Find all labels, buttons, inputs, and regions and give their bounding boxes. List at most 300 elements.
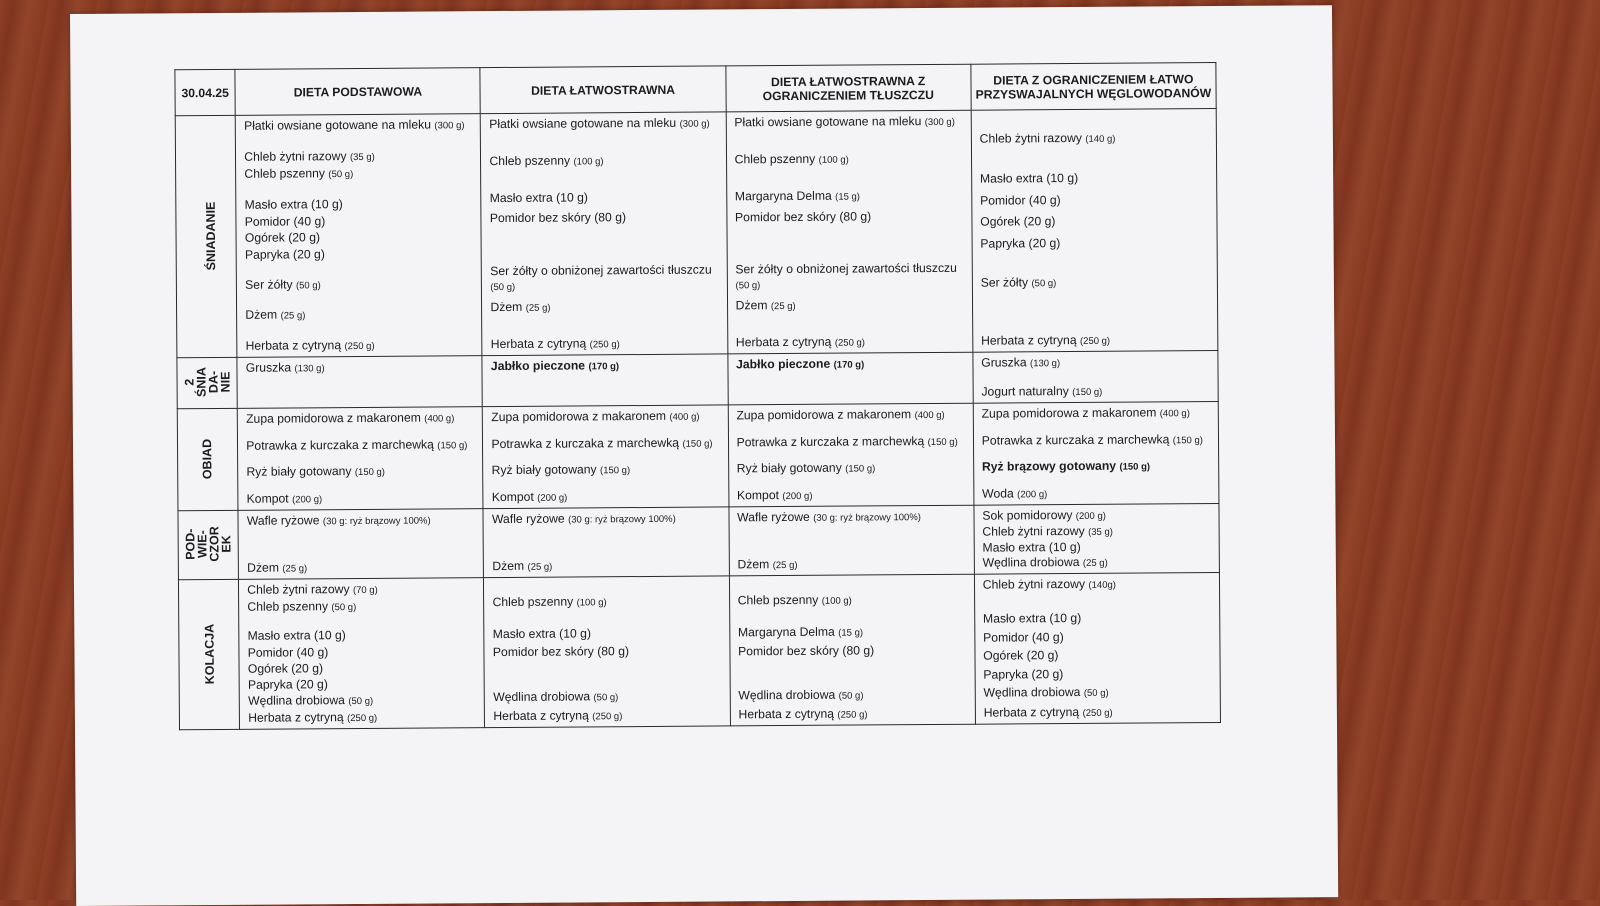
item-quantity: (35 g) — [349, 151, 375, 163]
menu-item — [980, 170, 1210, 187]
item-name: Dżem — [735, 298, 768, 313]
item-quantity: (250 g) — [837, 709, 868, 721]
meal-label-cell — [177, 408, 238, 510]
item-quantity: (150 g) — [1072, 386, 1103, 399]
item-quantity: (50 g) — [295, 280, 321, 292]
menu-items — [736, 407, 967, 505]
menu-items — [979, 112, 1211, 350]
item-quantity: (25 g) — [280, 310, 306, 322]
menu-item — [490, 210, 720, 227]
menu-items — [489, 115, 721, 353]
spacer — [490, 230, 720, 243]
item-name: Gruszka — [981, 355, 1027, 370]
item-quantity: (300 g) — [434, 120, 465, 132]
item-name: Masło extra (10 g) — [982, 611, 1082, 626]
item-quantity: (170 g) — [588, 361, 620, 373]
menu-item — [491, 435, 721, 453]
item-name: Wafle ryżowe — [737, 509, 810, 525]
menu-cell — [484, 576, 730, 728]
spacer — [738, 610, 968, 623]
menu-item — [737, 487, 967, 505]
menu-cell — [728, 403, 974, 507]
menu-item — [982, 539, 1212, 556]
item-quantity: (200 g) — [537, 492, 568, 504]
item-name: Chleb pszenny — [734, 151, 816, 167]
spacer — [979, 112, 1209, 125]
item-quantity: (50 g) — [593, 692, 619, 704]
menu-items — [246, 359, 476, 406]
menu-item — [247, 559, 477, 577]
meal-label-cell — [175, 115, 237, 357]
menu-items — [981, 354, 1212, 401]
menu-item — [734, 114, 964, 132]
menu-item — [245, 230, 475, 247]
menu-item — [735, 151, 965, 169]
item-quantity: (300 g) — [679, 118, 710, 130]
menu-item — [737, 556, 967, 574]
item-quantity: (50 g) — [1083, 688, 1109, 700]
diet-header: DIETA ŁATWOSTRAWNA Z OGRANICZENIEM TŁUSZCZU — [725, 64, 970, 112]
item-name: Herbata z cytryną — [493, 708, 589, 724]
menu-item — [492, 557, 722, 575]
item-name: Kompot — [491, 489, 534, 505]
menu-item — [492, 510, 722, 528]
meal-label-cell — [178, 579, 239, 729]
menu-item — [493, 707, 723, 725]
item-quantity: (200 g) — [1017, 489, 1048, 501]
item-quantity: (30 g: ryż brązowy 100%) — [322, 515, 431, 528]
item-name: Wędlina drobiowa — [738, 688, 836, 703]
item-name: Chleb pszenny — [247, 599, 329, 614]
item-name: Jabłko pieczone — [490, 358, 586, 374]
item-name: Ser żółty o obniżonej zawartości tłuszczu — [490, 262, 712, 278]
menu-items — [737, 509, 968, 574]
item-name: Pomidor (40 g) — [980, 192, 1061, 208]
menu-item — [493, 643, 723, 660]
item-name: Herbata z cytryną — [738, 706, 835, 722]
menu-item — [738, 624, 968, 642]
item-name: Dżem — [492, 558, 525, 574]
item-name: Pomidor (40 g) — [983, 629, 1064, 645]
item-quantity: (150 g) — [927, 436, 958, 448]
item-name: Margaryna Delma — [734, 188, 832, 204]
item-quantity: (250 g) — [592, 711, 623, 723]
item-quantity: (15 g) — [838, 627, 864, 639]
menu-item — [983, 576, 1213, 594]
spacer — [983, 596, 1213, 609]
item-name: Herbata z cytryną — [981, 332, 1077, 348]
item-name: Potrawka z kurczaka z marchewką — [246, 437, 434, 453]
menu-item — [247, 490, 477, 508]
spacer — [492, 579, 722, 592]
item-quantity: (25 g) — [770, 300, 796, 313]
item-name: Wędlina drobiowa — [983, 685, 1081, 701]
menu-item — [245, 246, 475, 263]
item-name: Herbata z cytryną — [248, 710, 344, 725]
item-name: Dżem — [490, 299, 523, 314]
menu-cell — [238, 509, 484, 580]
item-quantity: (100 g) — [576, 597, 607, 609]
menu-items — [983, 576, 1214, 722]
meal-label-cell — [178, 510, 239, 579]
item-quantity: (250 g) — [1079, 335, 1111, 347]
item-name: Chleb żytni razowy — [982, 576, 1086, 592]
item-name: Potrawka z kurczaka z marchewką — [491, 435, 680, 451]
menu-item — [490, 190, 720, 207]
menu-item — [244, 148, 474, 166]
menu-item — [247, 512, 477, 530]
spacer — [738, 660, 968, 673]
item-quantity: (25 g) — [527, 561, 553, 573]
spacer — [734, 135, 964, 148]
menu-item — [491, 357, 721, 375]
menu-item — [984, 704, 1214, 722]
item-quantity: (200 g) — [1075, 510, 1106, 522]
item-name: Masło extra (10 g) — [244, 197, 343, 212]
menu-cell — [239, 578, 485, 730]
item-name: Masło extra (10 g) — [982, 539, 1081, 555]
item-quantity: (130 g) — [1029, 358, 1061, 370]
item-quantity: (50 g) — [1031, 278, 1057, 290]
item-name: Chleb pszenny — [492, 594, 574, 609]
item-quantity: (50 g) — [735, 280, 761, 292]
item-name: Wędlina drobiowa — [247, 692, 345, 708]
item-quantity: (15 g) — [835, 191, 861, 203]
item-name: Chleb żytni razowy — [247, 582, 350, 597]
menu-items — [247, 581, 478, 727]
menu-items — [491, 357, 721, 404]
menu-cell — [974, 503, 1220, 574]
menu-item — [489, 153, 719, 171]
menu-item — [246, 410, 476, 428]
meal-row — [177, 401, 1219, 510]
item-name: Płatki owsiane gotowane na mleku — [489, 115, 677, 132]
item-name: Papryka (20 g) — [247, 676, 328, 692]
menu-item — [490, 262, 720, 295]
item-name: Zupa pomidorowa z makaronem — [981, 405, 1157, 421]
menu-item — [982, 507, 1212, 525]
menu-item — [736, 297, 966, 315]
meal-label-cell — [177, 357, 238, 408]
menu-item — [245, 196, 475, 213]
item-quantity: (30 g: ryż brązowy 100%) — [568, 513, 676, 526]
item-name: Płatki owsiane gotowane na mleku — [243, 117, 432, 133]
item-name: Ser żółty o obniżonej zawartości tłuszczu — [735, 260, 957, 277]
menu-item — [980, 192, 1210, 209]
menu-cell — [726, 110, 973, 354]
item-quantity: (150 g) — [682, 438, 713, 450]
menu-item — [244, 117, 474, 135]
menu-item — [982, 405, 1212, 423]
menu-item — [245, 213, 475, 230]
item-name: Herbata z cytryną — [983, 704, 1080, 720]
item-quantity: (150 g) — [437, 439, 468, 452]
item-name: Wędlina drobiowa — [982, 554, 1080, 570]
menu-item — [982, 458, 1212, 476]
item-name: Ogórek (20 g) — [244, 230, 321, 246]
item-quantity: (170 g) — [833, 359, 865, 371]
item-name: Kompot — [736, 488, 780, 503]
item-name: Zupa pomidorowa z makaronem — [736, 407, 912, 423]
meal-label: OBIAD — [200, 438, 215, 480]
menu-cell — [974, 572, 1220, 724]
item-quantity: (400 g) — [1159, 408, 1190, 420]
item-name: Ogórek (20 g) — [983, 648, 1059, 663]
spacer — [981, 314, 1211, 327]
header-row — [175, 63, 1216, 116]
item-quantity: (50 g) — [331, 602, 357, 614]
item-name: Ryż biały gotowany — [736, 460, 842, 476]
item-name: Herbata z cytryną — [735, 334, 832, 350]
item-quantity: (30 g: ryż brązowy 100%) — [813, 512, 921, 524]
item-name: Chleb pszenny — [737, 592, 819, 607]
diet-header: DIETA PODSTAWOWA — [235, 68, 480, 116]
spacer — [489, 137, 719, 150]
item-quantity: (130 g) — [294, 363, 325, 375]
item-quantity: (100 g) — [818, 154, 849, 166]
item-name: Pomidor bez skóry (80 g) — [738, 642, 875, 658]
menu-item — [246, 463, 476, 481]
menu-items — [491, 408, 722, 506]
item-name: Pomidor (40 g) — [247, 644, 329, 660]
item-name: Papryka (20 g) — [980, 235, 1061, 251]
item-name: Ogórek (20 g) — [980, 214, 1056, 229]
menu-items — [736, 356, 966, 403]
item-quantity: (150 g) — [354, 467, 385, 479]
item-quantity: (250 g) — [834, 337, 865, 349]
spacer — [491, 319, 721, 332]
item-quantity: (400 g) — [914, 409, 945, 422]
spacer — [245, 263, 475, 276]
item-name: Ser żółty — [980, 275, 1029, 290]
menu-cell — [727, 352, 973, 405]
menu-items — [738, 578, 969, 724]
item-name: Potrawka z kurczaka z marchewką — [981, 431, 1170, 448]
item-quantity: (150 g) — [845, 463, 876, 475]
menu-item — [492, 488, 722, 506]
menu-item — [248, 692, 478, 710]
menu-item — [980, 235, 1210, 252]
spacer — [490, 174, 720, 187]
menu-item — [737, 509, 967, 527]
menu-cell — [729, 574, 975, 726]
menu-item — [981, 383, 1211, 401]
menu-item — [737, 460, 967, 478]
spacer — [980, 256, 1210, 269]
menu-item — [736, 356, 966, 374]
menu-items — [246, 410, 477, 508]
menu-item — [244, 166, 474, 184]
spacer — [247, 615, 477, 628]
menu-item — [245, 276, 475, 294]
menu-item — [490, 298, 720, 316]
item-name: Margaryna Delma — [737, 624, 835, 640]
item-name: Masło extra (10 g) — [492, 626, 592, 642]
menu-item — [492, 593, 722, 611]
menu-cell — [729, 505, 975, 576]
item-quantity: (140g) — [1088, 579, 1116, 591]
menu-cell — [482, 354, 728, 407]
meal-label: KOLACJA — [202, 623, 217, 685]
menu-item — [247, 581, 477, 599]
menu-item — [736, 407, 966, 425]
menu-item — [491, 335, 721, 353]
menu-item — [248, 644, 478, 661]
menu-item — [735, 188, 965, 206]
item-name: Papryka (20 g) — [244, 247, 325, 263]
menu-cell — [238, 407, 484, 511]
menu-item — [981, 274, 1211, 292]
item-name: Pomidor bez skóry (80 g) — [734, 209, 872, 225]
menu-item — [983, 647, 1213, 664]
item-quantity: (25 g) — [772, 559, 798, 572]
item-name: Wędlina drobiowa — [493, 689, 591, 705]
item-quantity: (70 g) — [352, 584, 378, 597]
item-name: Masło extra (10 g) — [489, 190, 588, 206]
menu-cell — [971, 109, 1218, 353]
item-quantity: (250 g) — [347, 712, 378, 725]
menu-cell — [973, 401, 1219, 505]
item-quantity: (25 g) — [1082, 557, 1108, 569]
item-quantity: (50 g) — [348, 695, 374, 707]
item-name: Chleb pszenny — [244, 166, 326, 182]
menu-item — [735, 209, 965, 226]
item-name: Ryż brązowy gotowany — [981, 459, 1117, 474]
meal-label: ŚNIADANIE — [203, 201, 219, 271]
item-name: Masło extra (10 g) — [979, 170, 1079, 186]
menu-item — [246, 437, 476, 455]
menu-item — [982, 523, 1212, 541]
spacer — [735, 229, 965, 242]
menu-items — [492, 579, 723, 725]
item-name: Ogórek (20 g) — [247, 660, 324, 676]
item-quantity: (250 g) — [589, 339, 620, 351]
meal-row — [178, 572, 1220, 729]
meal-label: POD- WIE- CZOR EK — [183, 526, 234, 562]
menu-item — [981, 332, 1211, 350]
menu-item — [737, 433, 967, 451]
meal-row — [178, 503, 1219, 579]
item-quantity: (200 g) — [292, 494, 323, 506]
spacer — [493, 661, 723, 674]
menu-item — [738, 642, 968, 659]
item-name: Sok pomidorowy — [982, 508, 1073, 523]
menu-item — [493, 689, 723, 707]
menu-item — [247, 598, 477, 616]
spacer — [981, 297, 1211, 310]
menu-item — [736, 334, 966, 352]
item-name: Wafle ryżowe — [246, 513, 320, 528]
spacer — [493, 612, 723, 625]
item-name: Woda — [982, 486, 1014, 501]
item-quantity: (50 g) — [328, 169, 354, 181]
menu-cell — [483, 507, 729, 578]
spacer — [490, 246, 720, 259]
menu-item — [248, 660, 478, 677]
item-name: Ryż biały gotowany — [246, 464, 352, 480]
item-name: Masło extra (10 g) — [247, 628, 346, 644]
item-name: Pomidor (40 g) — [244, 213, 326, 229]
menu-cell — [483, 405, 729, 509]
menu-item — [491, 408, 721, 426]
item-name: Dżem — [247, 560, 279, 575]
item-name: Pomidor bez skóry (80 g) — [492, 644, 630, 660]
spacer — [493, 675, 723, 688]
menu-item — [983, 610, 1213, 627]
item-name: Potrawka z kurczaka z marchewką — [736, 433, 925, 450]
menu-items — [982, 507, 1213, 572]
item-quantity: (250 g) — [1082, 707, 1113, 719]
menu-item — [980, 130, 1210, 148]
menu-item — [248, 628, 478, 645]
item-name: Ser żółty — [245, 277, 293, 292]
paper-sheet — [70, 5, 1338, 906]
menu-item — [246, 359, 476, 377]
item-quantity: (300 g) — [924, 116, 955, 129]
item-quantity: (25 g) — [282, 563, 308, 575]
spacer — [735, 172, 965, 185]
spacer — [245, 324, 475, 337]
menu-item — [248, 709, 478, 727]
diet-header: DIETA Z OGRANICZENIEM ŁATWO PRZYSWAJALNYCH WĘGLOWODANÓW — [971, 63, 1217, 111]
menu-item — [983, 554, 1213, 572]
menu-item — [738, 591, 968, 609]
meal-row — [175, 109, 1218, 358]
menu-cell — [235, 114, 482, 358]
spacer — [244, 135, 474, 148]
menu-item — [983, 629, 1213, 646]
item-name: Dżem — [737, 557, 770, 572]
item-name: Zupa pomidorowa z makaronem — [246, 410, 421, 426]
menu-items — [982, 405, 1213, 503]
item-name: Herbata z cytryną — [490, 336, 587, 351]
spacer — [738, 673, 968, 686]
date-cell: 30.04.25 — [175, 69, 236, 115]
item-quantity: (140 g) — [1085, 133, 1116, 145]
item-name: Płatki owsiane gotowane na mleku — [734, 114, 922, 130]
menu-items — [247, 512, 478, 577]
meal-row — [177, 350, 1218, 408]
menu-cell — [237, 356, 483, 409]
item-name: Chleb żytni razowy — [244, 148, 347, 164]
menu-item — [980, 213, 1210, 230]
menu-item — [245, 307, 475, 325]
item-name: Chleb pszenny — [489, 153, 571, 169]
item-quantity: (100 g) — [573, 156, 604, 168]
spacer — [244, 183, 474, 196]
spacer — [245, 294, 475, 307]
item-name: Jabłko pieczone — [736, 356, 831, 372]
menu-item — [246, 337, 476, 355]
item-name: Pomidor bez skóry (80 g) — [489, 210, 627, 226]
item-quantity: (400 g) — [669, 411, 700, 423]
item-quantity: (50 g) — [490, 281, 516, 293]
meal-label: 2 ŚNIA DA- NIE — [182, 367, 233, 398]
menu-item — [981, 354, 1211, 372]
menu-item — [983, 666, 1213, 683]
spacer — [736, 318, 966, 331]
spacer — [735, 245, 965, 258]
menu-item — [735, 261, 965, 294]
menu-item — [983, 684, 1213, 702]
menu-item — [982, 485, 1212, 503]
menu-item — [492, 462, 722, 480]
menu-item — [493, 626, 723, 643]
item-quantity: (250 g) — [344, 340, 375, 353]
menu-items — [734, 114, 966, 352]
item-quantity: (100 g) — [821, 595, 852, 607]
item-quantity: (150 g) — [599, 465, 631, 477]
